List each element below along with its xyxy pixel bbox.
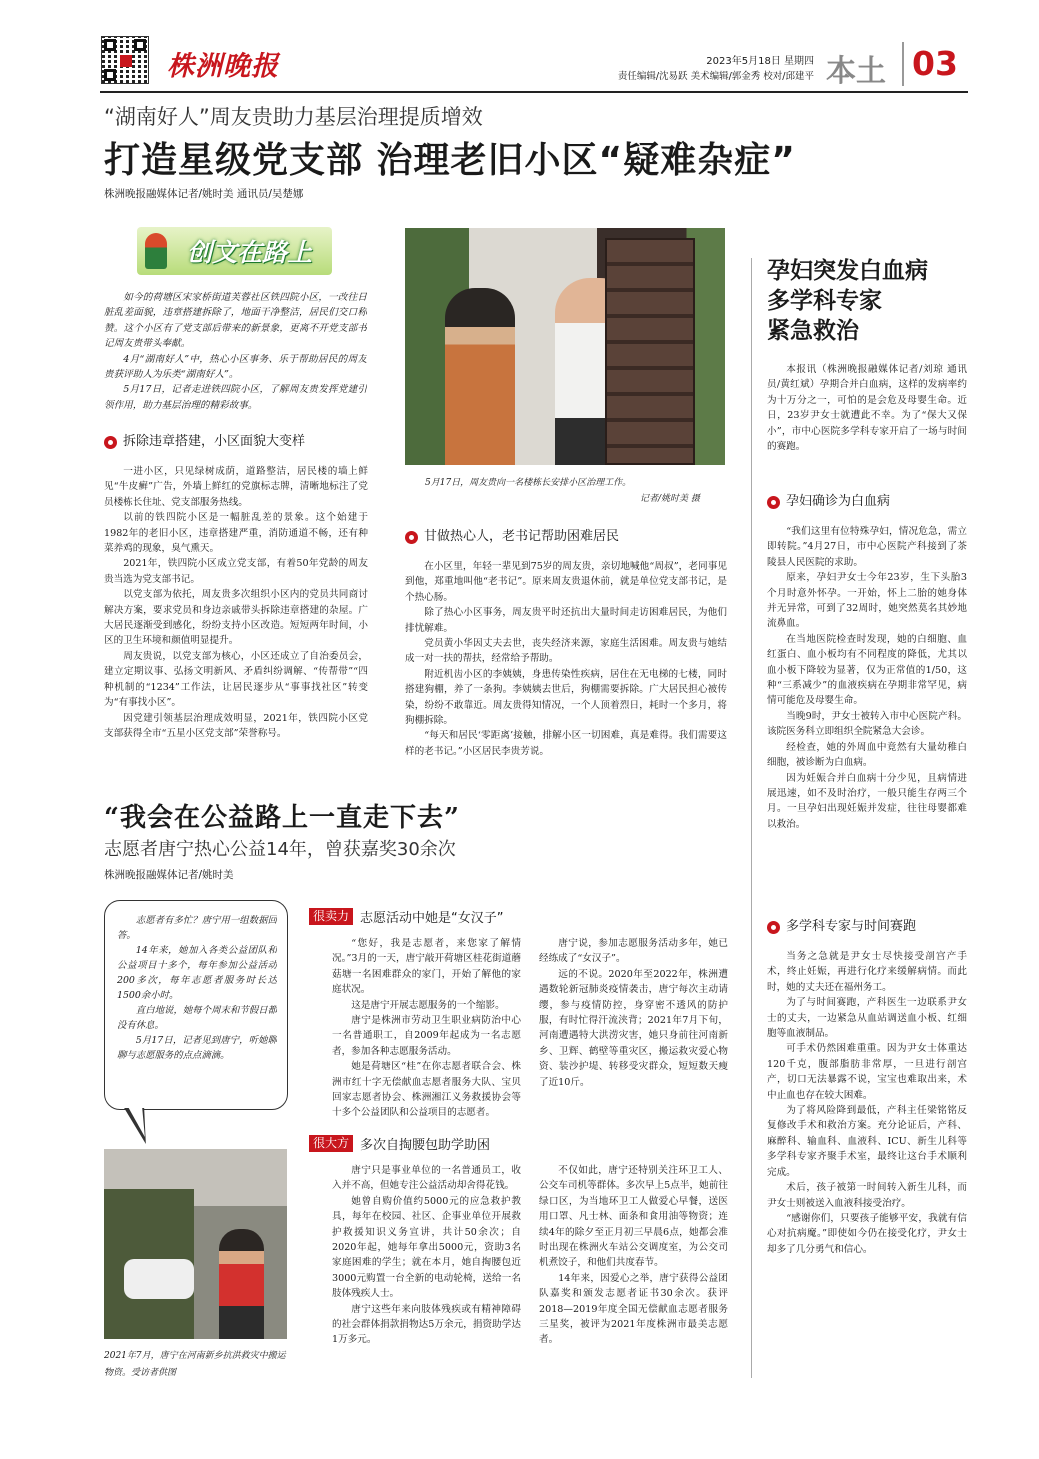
subhead-text: 孕妇确诊为白血病	[786, 494, 891, 509]
lead-paragraph: 5月17日，记者走进铁四院小区，了解周友贵发挥党建引领作用，助力基层治理的精彩故事。	[104, 384, 367, 411]
lead-paragraph: 如今的荷塘区宋家桥街道芙蓉社区铁四院小区，一改往日脏乱差面貌，违章搭建拆除了，地面干净整洁，居民们交口称赞。这个小区有了党支部后带来的新景象，更离不开党支部书记周友贵带头奉献。	[104, 292, 367, 350]
body-paragraph: 附近机齿小区的李姨姨，身患传染性疾病，居住在无电梯的七楼，同时搭建狗棚，养了一条狗。李姨姨去世后，狗棚需要拆除。广大居民担心被传染，纷纷不敢靠近。周友贵得知情况，一个人顶着烈日，耗时一个多月，将狗棚拆除。	[405, 668, 727, 727]
bullet-icon	[767, 496, 780, 509]
article2-headline	[767, 256, 928, 346]
body-paragraph: “感谢你们，只要孩子能够平安，我就有信心对抗病魔。”即使如今仍在接受化疗，尹女士却多了几分勇气和信心。	[767, 1212, 967, 1255]
article3-photo	[104, 1149, 287, 1339]
subhead-tag-1	[309, 907, 504, 926]
article1-headline: 打造星级党支部 治理老旧小区“疑难杂症”	[104, 140, 796, 181]
article3-headline: “我会在公益路上一直走下去”	[104, 803, 460, 833]
article1-section1-body	[104, 464, 368, 762]
headline-line: 多学科专家	[767, 288, 882, 314]
body-paragraph: 唐宁只是事业单位的一名普通员工，收入并不高，但她专注公益活动却舍得花钱。	[332, 1165, 521, 1192]
body-paragraph: 不仅如此，唐宁还特别关注环卫工人、公交车司机等群体。多次早上5点半，她前往绿口区，为当地环卫工人做爱心早餐，送医用口罩、凡士林、面条和食用油等物资；连续4年的除夕至正月初三早晨6点，她都会准时出现在株洲火车站公交调度室，为公交司机煮饺子，和他们共度春节。	[539, 1165, 728, 1269]
body-paragraph: 除了热心小区事务，周友贵平时还抗出大量时间走访困难居民，为他们排忧解难。	[405, 607, 727, 634]
subhead-text: 多次自掏腰包助学助困	[360, 1138, 491, 1153]
article3-section1-body	[332, 936, 728, 1126]
body-paragraph: 经检查，她的外周血中竟然有大量幼稚白细胞，被诊断为白血病。	[767, 741, 967, 769]
newspaper-logo: 株洲晚报	[167, 51, 279, 82]
column-rule	[751, 258, 752, 1378]
article1-lead	[104, 290, 367, 415]
badge-label: 创文在路上	[187, 238, 313, 267]
body-paragraph: 唐宁是株洲市劳动卫生职业病防治中心一名普通职工，自2009年起成为一名志愿者，参加各种志愿服务活动。	[332, 1015, 521, 1057]
body-paragraph: 可手术仍然困难重重。因为尹女士体重达120千克，腹部脂肪非常厚，一旦进行剖宫产，切口无法暴露不说，宝宝也难取出来，术中止血也存在较大困难。	[767, 1043, 967, 1101]
body-paragraph: 一进小区，只见绿树成荫，道路整洁，居民楼的墙上鲜见“牛皮癣”广告，外墙上鲜红的党旗标志牌，清晰地标注了党员楼栋长住址、党支部服务热线。	[104, 466, 368, 508]
subhead-text: 多学科专家与时间赛跑	[786, 919, 917, 934]
body-paragraph: 术后，孩子被第一时间转入新生儿科，而尹女士则被送入血液科接受治疗。	[767, 1182, 967, 1209]
volunteer	[219, 1229, 264, 1339]
qr-code	[101, 36, 149, 84]
body-paragraph: 在当地医院检查时发现，她的白细胞、血红蛋白、血小板均有不同程度的降低，尤其以血小板下降较为显著，仅为正常值的1/50，这种“三系减少”的血液疾病在孕期非常罕见，病情可能危及母婴生命。	[767, 633, 967, 707]
runner-icon	[145, 233, 167, 269]
body-paragraph: 当务之急就是尹女士尽快接受剖宫产手术，终止妊娠，再进行化疗来缓解病情。而此时，她的丈夫还在福州务工。	[767, 951, 967, 993]
article1-photo-caption: 5月17日，周友贵向一名楼栋长安排小区治理工作。	[425, 478, 632, 488]
tag-label: 很卖力	[309, 908, 353, 925]
section-name: 本土	[826, 54, 886, 89]
page-number: 03	[912, 44, 958, 83]
bullet-icon	[405, 531, 418, 544]
body-paragraph: 因为妊娠合并白血病十分少见，且病情进展迅速，如不及时治疗，一般只能生存两三个月。一旦孕妇出现妊娠并发症，往往母婴都难以救治。	[767, 772, 967, 830]
body-paragraph: 14年来，因爱心之举，唐宁获得公益团队嘉奖和颁发志愿者证书30余次。获评2018—2019年度全国无偿献血志愿者服务三星奖，被评为2021年度株洲市最美志愿者。	[539, 1272, 728, 1346]
subhead-diagnosis	[767, 493, 890, 511]
column-badge	[137, 227, 332, 275]
article1-kicker: “湖南好人”周友贵助力基层治理提质增效	[104, 105, 483, 129]
subhead-text: 志愿活动中她是“女汉子”	[360, 911, 504, 926]
body-paragraph: “每天和居民‘零距离’接触，排解小区一切困难，真是难得。我们需要这样的老书记。”小区居民李贵芳说。	[405, 730, 727, 757]
body-paragraph: “您好，我是志愿者，来您家了解情况。”3月的一天，唐宁敲开荷塘区桂花街道蘑菇塘一名困难群众的家门，开始了解他的家庭状况。	[332, 938, 521, 996]
subhead-helping	[405, 528, 619, 546]
body-paragraph: 周友贵说，以党支部为核心，小区还成立了自治委员会，建立定期议事、弘扬文明新风、矛盾纠纷调解、“传帮带”“四种机制的“1234”工作法，让居民逐步从“事事找社区”转变为“有事找小区”。	[104, 650, 368, 709]
intro-speech-box	[104, 900, 288, 1110]
box-paragraph: 直白地说，她每个周末和节假日都没有休息。	[117, 1005, 277, 1031]
article3-byline: 株洲晚报融媒体记者/姚时美	[104, 869, 234, 881]
masthead-rule	[100, 91, 968, 93]
body-paragraph: 以前的铁四院小区是一幅脏乱差的景象。这个始建于1982年的老旧小区，违章搭建严重，消防通道不畅，还有种菜养鸡的现象，臭气熏天。	[104, 512, 368, 555]
body-paragraph: 为了将风险降到最低，产科主任梁铭铭反复修改手术和救治方案。充分论证后，产科、麻醉科、输血科、血液科、ICU、新生儿科等多学科专家齐聚手术室，最终让这台手术顺利完成。	[767, 1105, 967, 1178]
body-paragraph: 远的不说。2020年至2022年，株洲遭遇数轮新冠肺炎疫情袭击，唐宁每次主动请缨，参与疫情防控，身穿密不透风的防护服，有时忙得汗流浃背；2021年7月下旬，河南遭遇特大洪涝灾害，她只身前往河南新乡、卫辉、鹤壁等重灾区，搬运救灾爱心物资、装沙护堤、转移受灾群众，短短数天瘦了近10斤。	[539, 968, 728, 1088]
box-paragraph: 14年来，她加入各类公益团队和公益项目十多个，每年参加公益活动200多次，每年志愿者服务时长达1500余小时。	[117, 945, 277, 1001]
body-paragraph: 以党支部为依托，周友贵多次组织小区内的党员共同商讨解决方案，要求党员和身边亲戚带头拆除违章搭建的杂屋。广大居民逐渐受到感化，纷纷支持小区改造。短短两年时间，小区的卫生环境和颜值明显提升。	[104, 589, 368, 647]
article1-photo-credit: 记者/姚时美 摄	[640, 494, 700, 504]
issue-date: 2023年5月18日 星期四	[706, 56, 814, 67]
article1-photo	[405, 228, 725, 465]
body-paragraph: 党员黄小华因丈夫去世，丧失经济来源，家庭生活困难。周友贵与她结成一对一扶的帮扶，经常给予帮助。	[405, 638, 727, 665]
security-door	[605, 238, 695, 465]
subhead-race	[767, 918, 916, 936]
article1-byline: 株洲晚报融媒体记者/姚时美 通讯员/吴楚娜	[104, 188, 304, 200]
body-paragraph: 因党建引领基层治理成效明显，2021年，铁四院小区党支部获得全市“五星小区党支部”荣誉称号。	[104, 712, 368, 739]
article3-section2-body	[332, 1163, 728, 1373]
article3-photo-caption: 2021年7月，唐宁在河南新乡抗洪救灾中搬运物资。受访者供图	[104, 1351, 286, 1378]
bullet-icon	[767, 921, 780, 934]
article1-section2-body	[405, 559, 727, 762]
headline-line: 孕妇突发白血病	[767, 258, 928, 284]
headline-line: 紧急救治	[767, 318, 859, 344]
article3-deck: 志愿者唐宁热心公益14年，曾获嘉奖30余次	[104, 839, 456, 860]
box-paragraph: 5月17日，记者见到唐宁，听她聊聊与志愿服务的点点滴滴。	[117, 1035, 277, 1061]
subhead-text: 拆除违章搭建，小区面貌大变样	[123, 434, 306, 449]
bullet-icon	[104, 436, 117, 449]
tag-label: 很大方	[309, 1135, 353, 1152]
subhead-text: 甘做热心人，老书记帮助困难居民	[424, 529, 620, 544]
section-divider	[902, 42, 904, 86]
body-paragraph: 她曾自购价值约5000元的应急救护教具，每年在校园、社区、企事业单位开展救护救援知识义务宣讲，共计50余次；自2020年起，她每年拿出5000元，资助3名家庭困难的学生；就在本月，她自掏腰包近3000元购置一台全新的电动轮椅，送给一名肢体残疾人士。	[332, 1195, 521, 1300]
article2-section2-body	[767, 949, 967, 1361]
body-paragraph: 原来，孕妇尹女士今年23岁，生下头胎3个月时意外怀孕。一开始，怀上二胎的她身体并无异常，可到了32周时，她突然莫名其妙地流鼻血。	[767, 572, 967, 630]
box-paragraph: 志愿者有多忙？唐宁用一组数据回答。	[117, 915, 277, 941]
lead-paragraph: 4月“湖南好人”中，热心小区事务、乐于帮助居民的周友贵获评助人为乐类“湖南好人”。	[104, 353, 367, 381]
body-paragraph: 在小区里，年轻一辈见到75岁的周友贵，亲切地喊他“周叔”，老同事见到他，郑重地叫他“老书记”。原来周友贵退休前，就是单位党支部书记，是个热心肠。	[405, 561, 727, 603]
body-paragraph: 唐宁这些年来向肢体残疾或有精神障碍的社会群体捐款捐物达5万余元，捐资助学达1万多元。	[332, 1303, 521, 1346]
body-paragraph: 她是荷塘区“桂”在你志愿者联合会、株洲市红十字无偿献血志愿者服务大队、宝贝回家志愿者协会、株洲湘江义务救援协会等十多个公益团队和公益项目的志愿者。	[332, 1061, 521, 1119]
subhead-tag-2	[309, 1134, 490, 1153]
body-paragraph: “我们这里有位特殊孕妇，情况危急，需立即转院。”4月27日，市中心医院产科接到了茶陵县人民医院的求助。	[767, 526, 967, 568]
body-paragraph: 这是唐宁开展志愿服务的一个缩影。	[351, 999, 505, 1011]
body-paragraph: 为了与时间赛跑，产科医生一边联系尹女士的丈夫，一边紧急从血站调送血小板、红细胞等血液制品。	[767, 997, 967, 1040]
person-woman	[445, 288, 515, 465]
body-paragraph: 2021年，铁四院小区成立党支部，有着50年党龄的周友贵当选为党支部书记。	[104, 558, 368, 585]
staff-line: 责任编辑/沈易跃 美术编辑/郭金秀 校对/邱建平	[617, 71, 814, 82]
intro-box-text	[117, 913, 277, 1099]
body-paragraph: 本报讯（株洲晚报融媒体记者/刘琼 通讯员/黄红斌）孕期合并白血病，这样的发病率约为十万分之一，可怕的是会危及母婴生命。近日，23岁尹女士就遭此不幸。为了“保大又保小”，市中心医院多学科专家开启了一场与时间的赛跑。	[767, 364, 967, 453]
article2-lead	[767, 362, 967, 484]
supply-bags	[124, 1259, 194, 1299]
article2-section1-body	[767, 524, 967, 904]
body-paragraph: 唐宁说，参加志愿服务活动多年，她已经练成了“女汉子”。	[539, 938, 728, 965]
body-paragraph: 当晚9时，尹女士被转入市中心医院产科。该院医务科立即组织全院紧急大会诊。	[767, 710, 967, 738]
subhead-demolition	[104, 433, 305, 451]
